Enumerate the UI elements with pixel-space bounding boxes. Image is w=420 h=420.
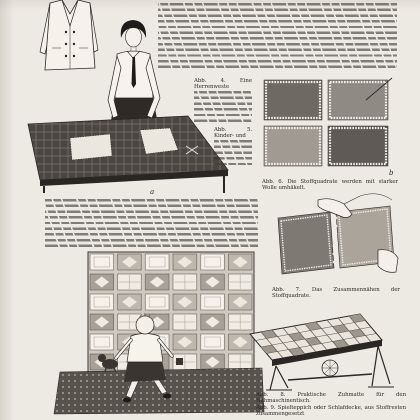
caption-abb5-text: Abb. 5. Kinder- und bbox=[214, 127, 252, 140]
figure-c-sewing-hands bbox=[278, 194, 398, 274]
caption-abb5-continuation bbox=[214, 140, 252, 167]
caption-abb6-text: Abb. 6. Die Stoffquadrate werden mit starker Wolle umhäkelt. bbox=[262, 179, 398, 192]
caption-abb4-continuation bbox=[194, 91, 252, 122]
figure-label-b: b bbox=[389, 169, 394, 177]
caption-abb6 bbox=[262, 179, 398, 194]
body-text-top bbox=[158, 3, 397, 70]
caption-abb5 bbox=[214, 127, 252, 167]
figure-e-sewing-table-mat bbox=[250, 314, 394, 390]
right-hand bbox=[378, 250, 398, 273]
figure-label-a: a bbox=[150, 188, 155, 196]
body-text-middle bbox=[45, 199, 258, 248]
caption-abb8-text: Abb. 8. Praktische Zuhmatte für den Nähmaschinentisch. bbox=[256, 392, 406, 405]
caption-abb7 bbox=[272, 287, 400, 301]
caption-abb4 bbox=[194, 78, 252, 122]
cutting-table bbox=[28, 116, 228, 193]
caption-abb7-text: Abb. 7. Das Zusammennähen der Stoffquadrate. bbox=[272, 287, 400, 300]
caption-abb4-text: Abb. 4. Eine Herrenweste bbox=[194, 78, 252, 91]
caption-abb9-text: Abb. 9. Spielteppich oder Schlafdecke, aus Stoffresten zusammengesetzt bbox=[256, 404, 406, 417]
needle-icon bbox=[344, 196, 360, 204]
toy-block bbox=[176, 358, 183, 365]
figure-d-play-blanket bbox=[54, 252, 264, 414]
caption-abb8-abb9 bbox=[256, 392, 406, 419]
figure-b-crocheted-squares bbox=[264, 78, 394, 177]
coat-drawing bbox=[40, 0, 98, 70]
